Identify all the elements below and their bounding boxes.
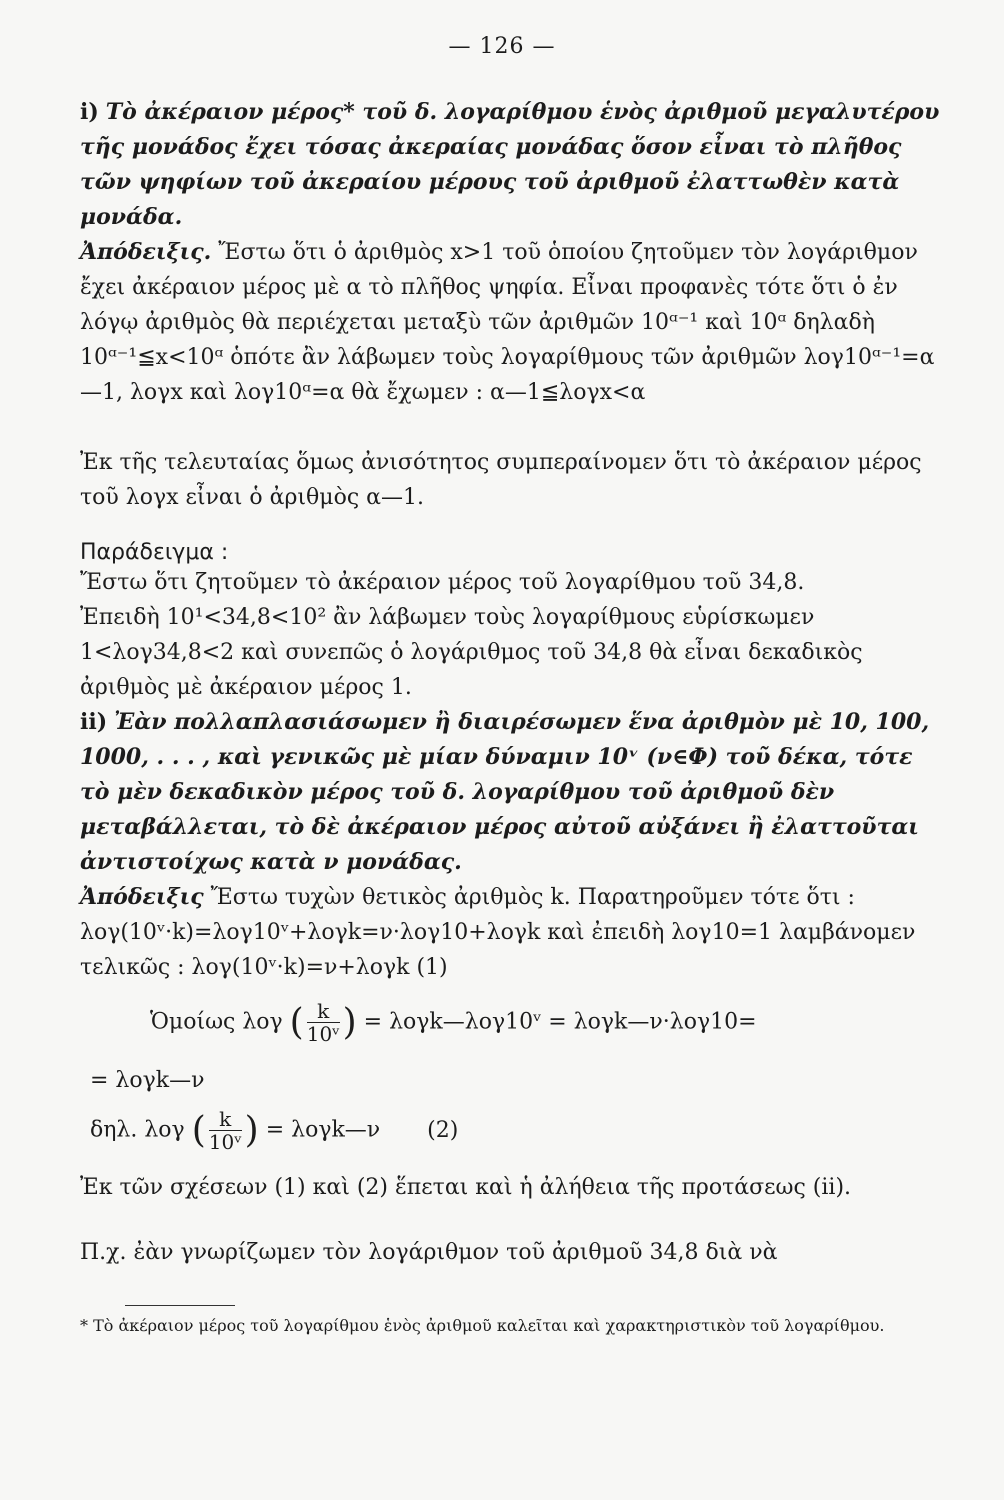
proposition-ii [80,705,940,880]
proposition-ii-text: Ἐὰν πολλαπλασιάσωμεν ἢ διαιρέσωμεν ἕνα ἀριθμὸν μὲ 10, 100, 1000, . . . , καὶ γενικῶς μὲ μίαν δύναμιν 10ᵛ (ν∈Φ) τοῦ δέκα, τότε τὸ μὲν δεκαδικὸν μέρος τοῦ δ. λογαρίθμου τοῦ ἀριθμοῦ δὲν μεταβάλλεται, τὸ δὲ ἀκέραιον μέρος αὐτοῦ αὐξάνει ἢ ἐλαττοῦται ἀντιστοίχως κατὰ ν μονάδας. [80,709,930,875]
example-line-2: Ἐπειδὴ 10¹<34,8<10² ἂν λάβωμεν τοὺς λογαρίθμους εὑρίσκωμεν 1<λογ34,8<2 καὶ συνεπῶς ὁ λογάριθμος τοῦ 34,8 θὰ εἶναι δεκαδικὸς ἀριθμὸς μὲ ἀκέραιον μέρος 1. [80,605,863,700]
equation-similarly-rest: = λογk—λογ10ᵛ = λογk—ν·λογ10= [363,1009,757,1035]
equation-similarly [150,1000,757,1045]
proof-i-text: Ἔστω ὅτι ὁ ἀριθμὸς x>1 τοῦ ὁποίου ζητοῦμεν τὸν λογάριθμον ἔχει ἀκέραιον μέρος μὲ α τὸ πλῆθος ψηφία. Εἶναι προφανὲς τότε ὅτι ὁ ἐν λόγῳ ἀριθμὸς θὰ περιέχεται μεταξὺ τῶν ἀριθμῶν 10ᵅ⁻¹ καὶ 10ᵅ δηλαδὴ 10ᵅ⁻¹≦x<10ᵅ ὁπότε ἂν λάβωμεν τοὺς λογαρίθμους τῶν ἀριθμῶν λογ10ᵅ⁻¹=α—1, λογx καὶ λογ10ᵅ=α θὰ ἔχωμεν : α—1≦λογx<α [80,240,935,405]
left-paren: ( [191,1110,206,1151]
fraction-denominator: 10ᵛ [208,1130,242,1154]
proof-ii [80,880,940,985]
fraction-numerator: k [307,1000,340,1023]
proposition-i-label: i) [80,99,99,125]
proof-ii-label: Ἀπόδειξις [80,884,204,910]
example-label: Παράδειγμα : [80,540,229,565]
footnote: * Τὸ ἀκέραιον μέρος τοῦ λογαρίθμου ἑνὸς ἀριθμοῦ καλεῖται καὶ χαρακτηριστικὸν τοῦ λογαρίθμου. [80,1316,885,1335]
proof-i-label: Ἀπόδειξις. [80,239,212,265]
fraction-numerator: k [209,1108,242,1131]
equation-2-rest: = λογk—ν [265,1117,381,1143]
proposition-i [80,95,940,235]
equation-continuation: = λογk—ν [90,1068,205,1093]
equation-similarly-lead: Ὁμοίως λογ [150,1009,283,1035]
right-paren: ) [342,1002,357,1043]
equation-2-lead: δηλ. λογ [90,1117,185,1143]
fraction-k-over-10v [209,1108,242,1153]
proposition-i-text: Τὸ ἀκέραιον μέρος* τοῦ δ. λογαρίθμου ἑνὸς ἀριθμοῦ μεγαλυτέρου τῆς μονάδος ἔχει τόσας ἀκεραίας μονάδας ὅσον εἶναι τὸ πλῆθος τῶν ψηφίων τοῦ ἀκεραίου μέρους τοῦ ἀριθμοῦ ἐλαττωθὲν κατὰ μονάδα. [80,99,940,230]
proof-i [80,235,940,410]
footnote-rule [125,1305,235,1306]
equation-2-tag: (2) [427,1117,459,1143]
proof-ii-text: Ἔστω τυχὼν θετικὸς ἀριθμὸς k. Παρατηροῦμεν τότε ὅτι : λογ(10ᵛ·k)=λογ10ᵛ+λογk=ν·λογ10+λογk καὶ ἐπειδὴ λογ10=1 λαμβάνομεν τελικῶς : λογ(10ᵛ·k)=ν+λογk (1) [80,885,916,980]
proposition-ii-label: ii) [80,709,108,735]
relations-sentence: Ἐκ τῶν σχέσεων (1) καὶ (2) ἕπεται καὶ ἡ ἀλήθεια τῆς προτάσεως (ii). [80,1175,852,1200]
fraction-k-over-10v [307,1000,340,1045]
left-paren: ( [289,1002,304,1043]
example-line-1: Ἔστω ὅτι ζητοῦμεν τὸ ἀκέραιον μέρος τοῦ λογαρίθμου τοῦ 34,8. [80,570,805,595]
right-paren: ) [244,1110,259,1151]
proof-i-conclusion: Ἐκ τῆς τελευταίας ὅμως ἀνισότητος συμπεραίνομεν ὅτι τὸ ἀκέραιον μέρος τοῦ λογx εἶναι ὁ ἀριθμὸς α—1. [80,450,922,510]
page-number: — 126 — [448,34,556,59]
equation-2 [90,1108,458,1153]
last-line: Π.χ. ἐὰν γνωρίζωμεν τὸν λογάριθμον τοῦ ἀριθμοῦ 34,8 διὰ νὰ [80,1240,778,1265]
fraction-denominator: 10ᵛ [306,1022,340,1046]
